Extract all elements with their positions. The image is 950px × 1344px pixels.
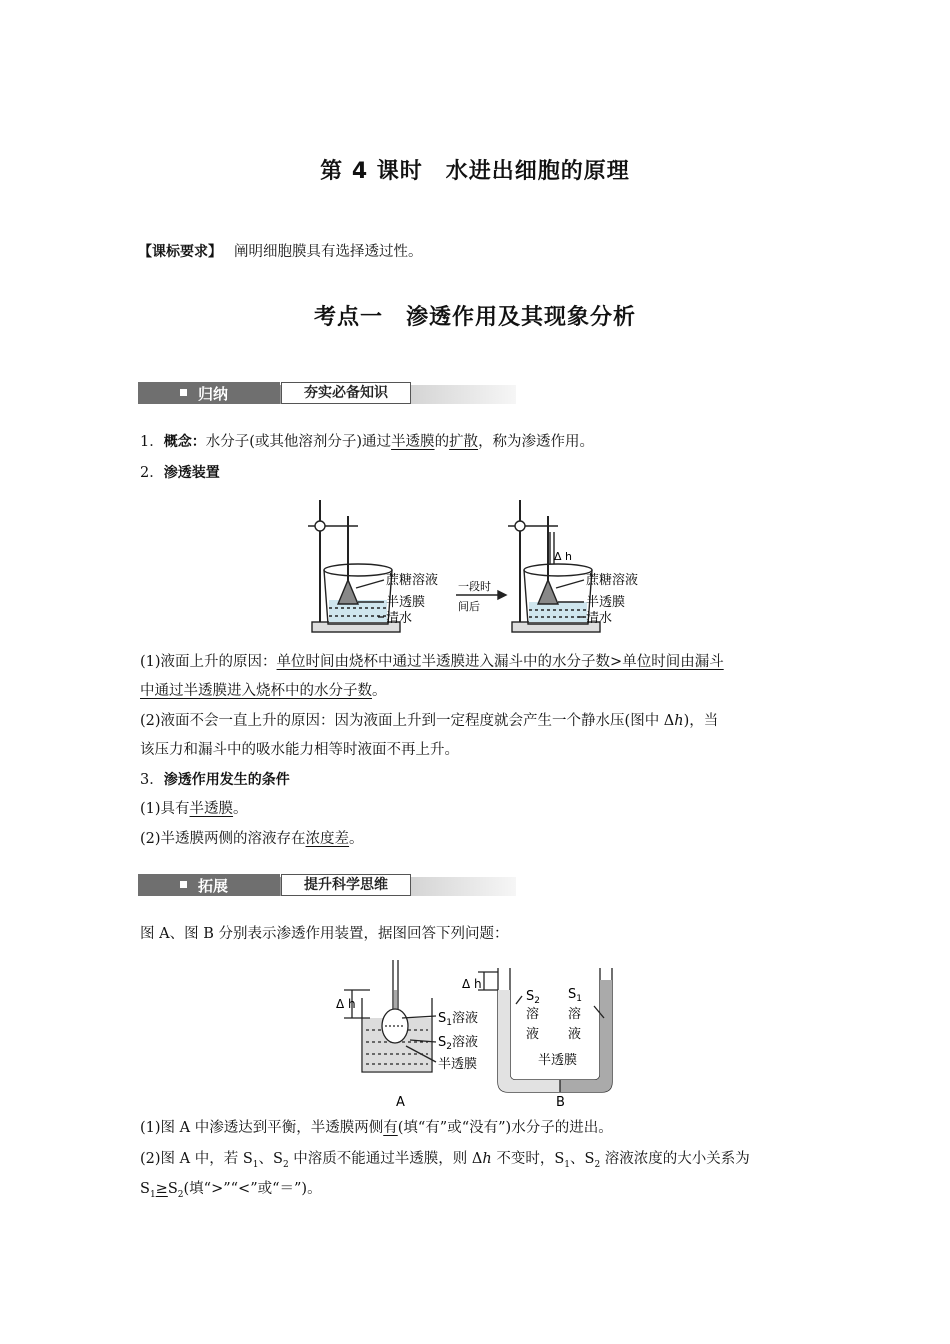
banner-label: 拓展 bbox=[198, 877, 229, 895]
label-ye-left: 液 bbox=[526, 1027, 540, 1042]
question-2-cont: $S_1\ge S_2$(填“>”“<”或“＝”)。 bbox=[140, 1181, 322, 1200]
para-conditions-heading: 3．渗透作用发生的条件 bbox=[140, 772, 290, 788]
label-rong-right: 溶 bbox=[568, 1007, 582, 1022]
label-membrane: 半透膜 bbox=[386, 595, 426, 610]
para-device-heading: 2．渗透装置 bbox=[140, 465, 220, 481]
requirement-label: 【课标要求】 bbox=[138, 244, 222, 260]
banner-sub: 提升科学思维 bbox=[281, 874, 411, 896]
label-delta-h-b: Δ h bbox=[462, 977, 482, 991]
label-water: 清水 bbox=[386, 611, 413, 626]
label-a: A bbox=[396, 1095, 405, 1110]
section-heading: 考点一 渗透作用及其现象分析 bbox=[313, 305, 636, 330]
para-figure-intro: 图 A、图 B 分别表示渗透作用装置，据图回答下列问题： bbox=[140, 926, 509, 942]
label-s2-b: $S_2$ bbox=[526, 989, 540, 1006]
arrow-label-top: 一段时 bbox=[458, 580, 491, 593]
osmosis-figure-ab bbox=[330, 960, 630, 1112]
label-s1-solution: $S_1$溶液 bbox=[438, 1011, 479, 1028]
banner-label: 归纳 bbox=[198, 385, 229, 403]
banner-extension bbox=[138, 874, 516, 898]
para-condition-1: (1)具有半透膜。 bbox=[140, 801, 248, 817]
label-rong-left: 溶 bbox=[526, 1007, 540, 1022]
question-1: (1)图 A 中渗透达到平衡，半透膜两侧有(填“有”或“没有”)水分子的进出。 bbox=[140, 1120, 613, 1136]
para-concept: 1．概念：水分子(或其他溶剂分子)通过半透膜的扩散，称为渗透作用。 bbox=[140, 434, 595, 450]
label-membrane-2: 半透膜 bbox=[586, 595, 626, 610]
label-water-2: 清水 bbox=[586, 611, 613, 626]
page-title: 第 4 课时 水进出细胞的原理 bbox=[320, 159, 630, 184]
osmosis-apparatus-figure bbox=[298, 492, 658, 640]
requirement-text: 阐明细胞膜具有选择透过性。 bbox=[234, 244, 423, 260]
para-condition-2: (2)半透膜两侧的溶液存在浓度差。 bbox=[140, 831, 364, 847]
label-sucrose-2: 蔗糖溶液 bbox=[586, 573, 639, 588]
label-s1-b: $S_1$ bbox=[568, 987, 582, 1004]
banner-sub: 夯实必备知识 bbox=[281, 382, 411, 404]
banner-summary bbox=[138, 382, 516, 406]
para-rise-reason-cont: 中通过半透膜进入烧杯中的水分子数。 bbox=[140, 683, 387, 699]
question-2: (2)图 A 中，若 $S_1$、$S_2$ 中溶质不能通过半透膜，则 Δh 不变时，$S_1$、$S_2$ 溶液浓度的大小关系为 bbox=[140, 1151, 750, 1170]
square-icon bbox=[180, 881, 187, 888]
para-rise-reason: (1)液面上升的原因：单位时间由烧杯中通过半透膜进入漏斗中的水分子数>单位时间由漏斗 bbox=[140, 654, 724, 670]
para-not-rise-cont: 该压力和漏斗中的吸水能力相等时液面不再上升。 bbox=[140, 742, 459, 758]
arrow-label-bottom: 间后 bbox=[458, 600, 480, 613]
para-not-rise: (2)液面不会一直上升的原因：因为液面上升到一定程度就会产生一个静水压(图中 Δh)，当 bbox=[140, 713, 719, 729]
curriculum-requirement bbox=[138, 240, 423, 261]
label-membrane-a: 半透膜 bbox=[438, 1057, 478, 1072]
label-delta-h-a: Δ h bbox=[336, 997, 356, 1011]
label-s2-solution: $S_2$溶液 bbox=[438, 1035, 479, 1052]
label-b: B bbox=[556, 1095, 565, 1110]
label-membrane-b: 半透膜 bbox=[538, 1053, 578, 1068]
label-delta-h: Δ h bbox=[554, 550, 572, 563]
label-ye-right: 液 bbox=[568, 1027, 582, 1042]
square-icon bbox=[180, 389, 187, 396]
label-sucrose: 蔗糖溶液 bbox=[386, 573, 439, 588]
